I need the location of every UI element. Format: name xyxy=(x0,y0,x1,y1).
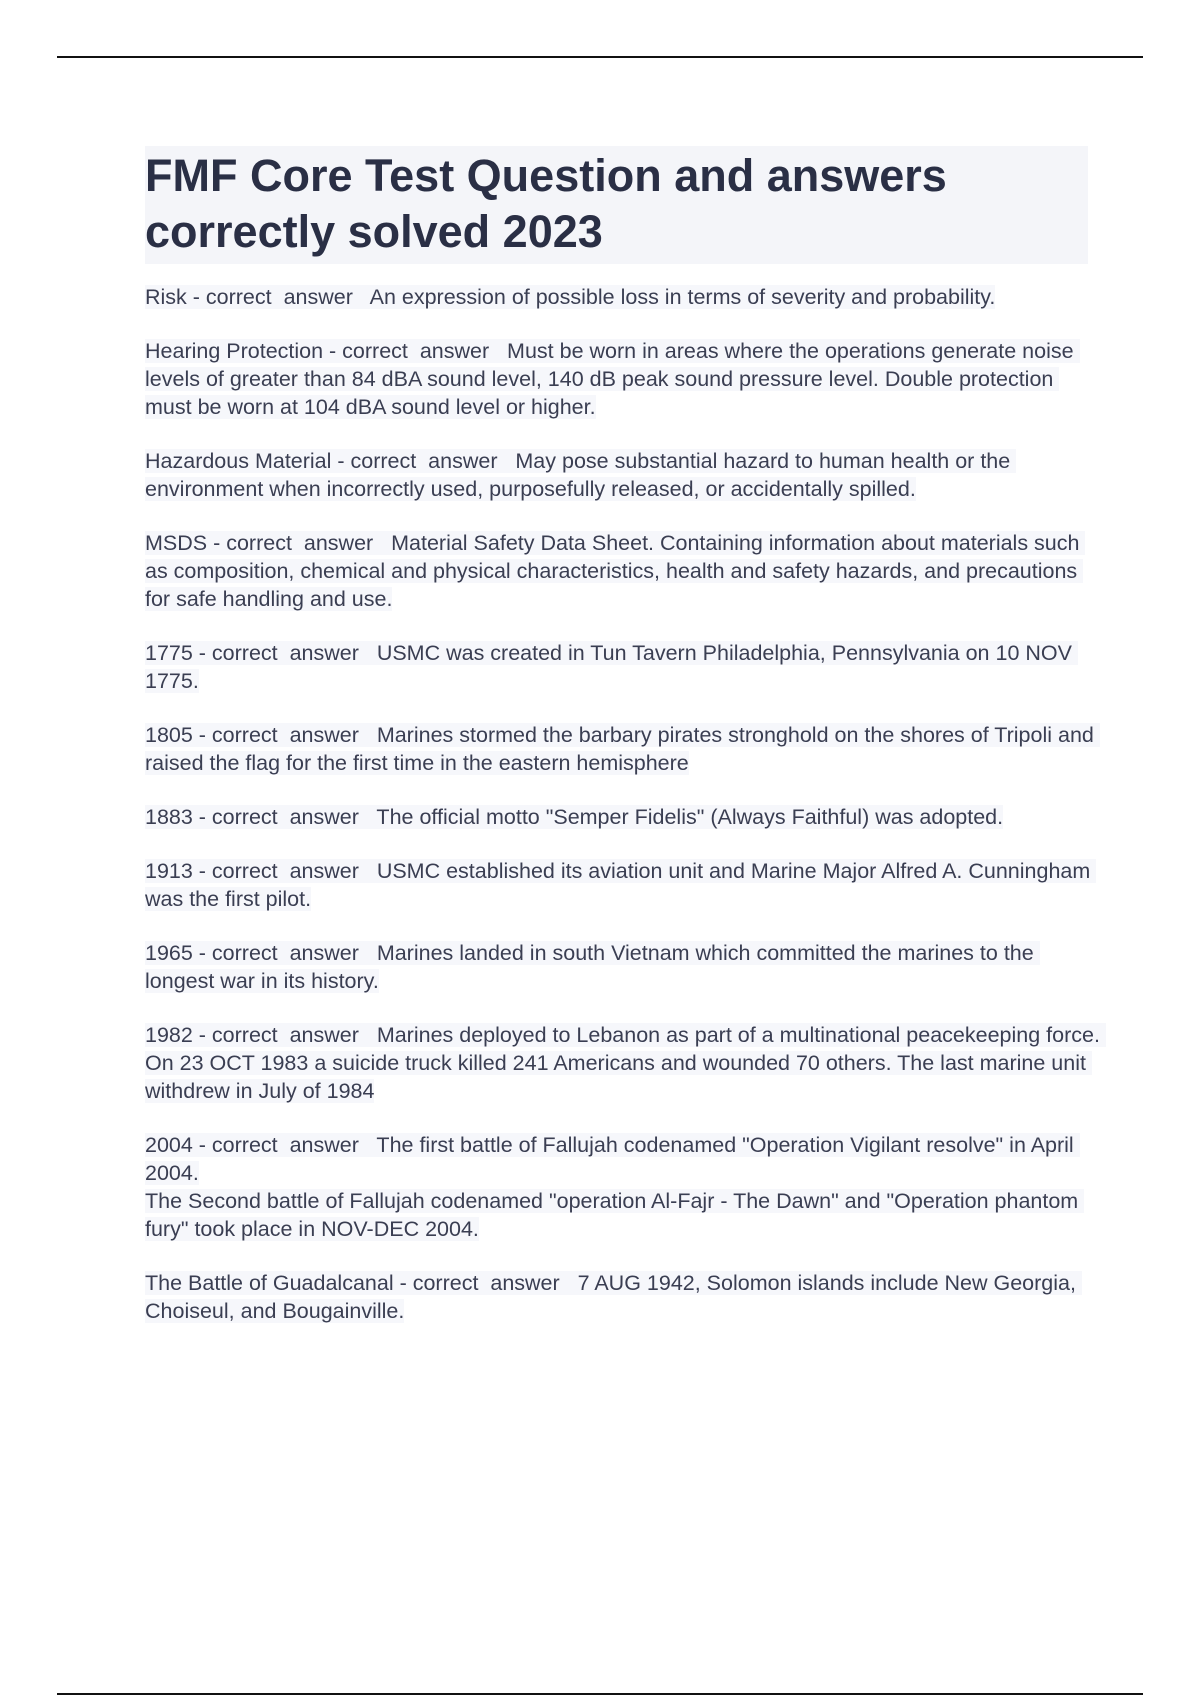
header-rule xyxy=(57,56,1143,58)
qa-entry xyxy=(145,447,1105,503)
qa-entry xyxy=(145,1131,1105,1243)
qa-entry-text: 1982 - correct answer Marines deployed to Lebanon as part of a multinational peacekeeping force. On 23 OCT 1983 a suicide truck killed 241 Americans and wounded 70 others. The last marine unit withdrew in July of 1984 xyxy=(145,1023,1106,1103)
document-title: FMF Core Test Question and answers correctly solved 2023 xyxy=(145,150,947,257)
qa-entry xyxy=(145,337,1105,421)
qa-entry-text: MSDS - correct answer Material Safety Data Sheet. Containing information about materials such as composition, chemical and physical characteristics, health and safety hazards, and precautions for safe handling and use. xyxy=(145,531,1086,611)
qa-entry-text: 1805 - correct answer Marines stormed the barbary pirates stronghold on the shores of Tripoli and raised the flag for the first time in the eastern hemisphere xyxy=(145,723,1100,775)
qa-entry-text: Risk - correct answer An expression of possible loss in terms of severity and probability. xyxy=(145,285,996,309)
qa-entry xyxy=(145,857,1105,913)
qa-entry xyxy=(145,1021,1105,1105)
qa-entry xyxy=(145,939,1105,995)
qa-list xyxy=(145,283,1105,1351)
title-block xyxy=(145,146,1088,264)
qa-entry-text: Hazardous Material - correct answer May pose substantial hazard to human health or the environment when incorrectly used, purposefully released, or accidentally spilled. xyxy=(145,449,1017,501)
qa-entry xyxy=(145,721,1105,777)
qa-entry xyxy=(145,639,1105,695)
qa-entry-text: 1913 - correct answer USMC established its aviation unit and Marine Major Alfred A. Cunningham was the first pilot. xyxy=(145,859,1097,911)
qa-entry-text: The Battle of Guadalcanal - correct answer 7 AUG 1942, Solomon islands include New Georgia, Choiseul, and Bougainville. xyxy=(145,1271,1082,1323)
qa-entry xyxy=(145,803,1105,831)
footer-rule xyxy=(57,1693,1143,1695)
qa-entry-text: Hearing Protection - correct answer Must be worn in areas where the operations generate noise levels of greater than 84 dBA sound level, 140 dB peak sound pressure level. Double protection must be worn at 104 dBA sound level or higher. xyxy=(145,339,1080,419)
qa-entry-text: 2004 - correct answer The first battle of Fallujah codenamed "Operation Vigilant resolve" in April 2004. The Second battle of Fallujah codenamed "operation Al-Fajr - The Dawn" and "Operation phantom fury" took place in NOV-DEC 2004. xyxy=(145,1133,1084,1241)
qa-entry-text: 1883 - correct answer The official motto "Semper Fidelis" (Always Faithful) was adopted. xyxy=(145,805,1004,829)
qa-entry-text: 1775 - correct answer USMC was created in Tun Tavern Philadelphia, Pennsylvania on 10 NOV 1775. xyxy=(145,641,1078,693)
qa-entry xyxy=(145,1269,1105,1325)
qa-entry xyxy=(145,283,1105,311)
qa-entry xyxy=(145,529,1105,613)
qa-entry-text: 1965 - correct answer Marines landed in south Vietnam which committed the marines to the longest war in its history. xyxy=(145,941,1040,993)
